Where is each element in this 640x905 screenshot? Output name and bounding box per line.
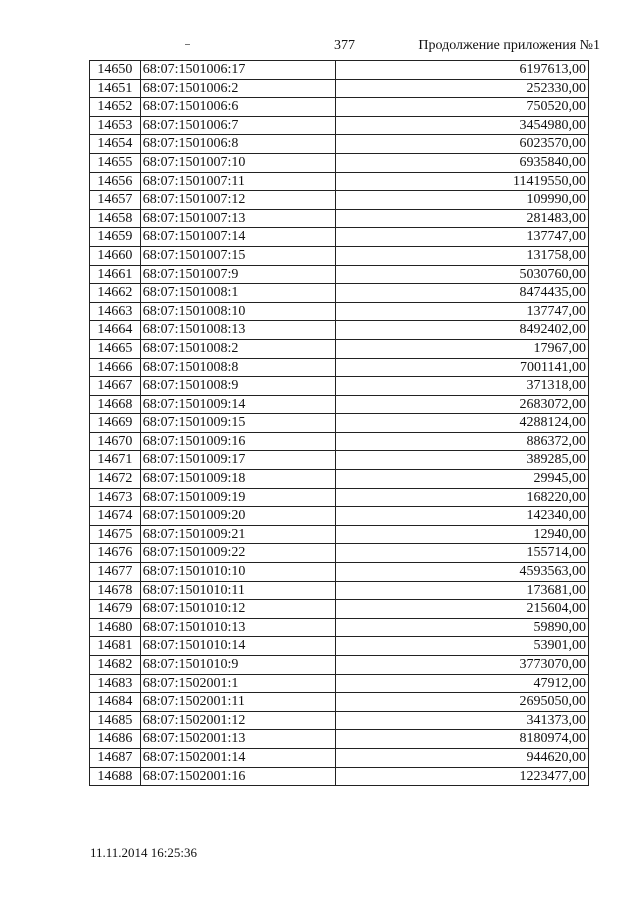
cadastral-number: 68:07:1502001:16	[140, 767, 336, 786]
row-number: 14662	[90, 284, 141, 303]
cadastral-value: 109990,00	[336, 191, 589, 210]
row-number: 14650	[90, 61, 141, 80]
table-row	[90, 265, 589, 284]
table-row	[90, 116, 589, 135]
table-row	[90, 711, 589, 730]
cadastral-value: 8492402,00	[336, 321, 589, 340]
row-number: 14657	[90, 191, 141, 210]
row-number: 14654	[90, 135, 141, 154]
cadastral-number: 68:07:1501009:20	[140, 507, 336, 526]
cadastral-value: 142340,00	[336, 507, 589, 526]
row-number: 14663	[90, 302, 141, 321]
cadastral-number: 68:07:1501009:19	[140, 488, 336, 507]
cadastral-number: 68:07:1501008:1	[140, 284, 336, 303]
cadastral-value: 131758,00	[336, 246, 589, 265]
cadastral-number: 68:07:1501006:17	[140, 61, 336, 80]
table-row	[90, 135, 589, 154]
cadastral-value: 4288124,00	[336, 414, 589, 433]
row-number: 14668	[90, 395, 141, 414]
row-number: 14672	[90, 470, 141, 489]
cadastral-number: 68:07:1501006:7	[140, 116, 336, 135]
row-number: 14679	[90, 600, 141, 619]
cadastral-value: 137747,00	[336, 228, 589, 247]
cadastral-value-table	[89, 60, 589, 786]
row-number: 14688	[90, 767, 141, 786]
cadastral-number: 68:07:1501009:18	[140, 470, 336, 489]
cadastral-value: 4593563,00	[336, 563, 589, 582]
cadastral-value: 389285,00	[336, 451, 589, 470]
table-row	[90, 61, 589, 80]
cadastral-value: 168220,00	[336, 488, 589, 507]
cadastral-value: 252330,00	[336, 79, 589, 98]
table-row	[90, 209, 589, 228]
row-number: 14667	[90, 377, 141, 396]
row-number: 14687	[90, 748, 141, 767]
cadastral-number: 68:07:1501007:14	[140, 228, 336, 247]
cadastral-value: 6935840,00	[336, 153, 589, 172]
table-row	[90, 674, 589, 693]
cadastral-number: 68:07:1501007:9	[140, 265, 336, 284]
cadastral-value: 137747,00	[336, 302, 589, 321]
table-row	[90, 172, 589, 191]
table-row	[90, 507, 589, 526]
cadastral-value: 6023570,00	[336, 135, 589, 154]
row-number: 14665	[90, 339, 141, 358]
table-row	[90, 191, 589, 210]
table-row	[90, 228, 589, 247]
cadastral-number: 68:07:1501006:8	[140, 135, 336, 154]
cadastral-number: 68:07:1501006:6	[140, 98, 336, 117]
cadastral-value: 8474435,00	[336, 284, 589, 303]
cadastral-number: 68:07:1501009:22	[140, 544, 336, 563]
table-body	[90, 61, 589, 786]
row-number: 14674	[90, 507, 141, 526]
cadastral-number: 68:07:1501010:10	[140, 563, 336, 582]
cadastral-value: 173681,00	[336, 581, 589, 600]
cadastral-number: 68:07:1501008:2	[140, 339, 336, 358]
cadastral-number: 68:07:1502001:12	[140, 711, 336, 730]
cadastral-number: 68:07:1501007:11	[140, 172, 336, 191]
table-row	[90, 246, 589, 265]
cadastral-value: 371318,00	[336, 377, 589, 396]
cadastral-number: 68:07:1501007:13	[140, 209, 336, 228]
cadastral-value: 2695050,00	[336, 693, 589, 712]
cadastral-value: 215604,00	[336, 600, 589, 619]
row-number: 14659	[90, 228, 141, 247]
row-number: 14680	[90, 618, 141, 637]
row-number: 14684	[90, 693, 141, 712]
cadastral-value: 3454980,00	[336, 116, 589, 135]
cadastral-value: 8180974,00	[336, 730, 589, 749]
table-row	[90, 488, 589, 507]
cadastral-number: 68:07:1501007:12	[140, 191, 336, 210]
cadastral-number: 68:07:1502001:14	[140, 748, 336, 767]
row-number: 14670	[90, 432, 141, 451]
cadastral-number: 68:07:1501010:13	[140, 618, 336, 637]
cadastral-value: 281483,00	[336, 209, 589, 228]
cadastral-value: 750520,00	[336, 98, 589, 117]
cadastral-value: 2683072,00	[336, 395, 589, 414]
row-number: 14661	[90, 265, 141, 284]
cadastral-value: 155714,00	[336, 544, 589, 563]
table-row	[90, 79, 589, 98]
cadastral-number: 68:07:1501008:13	[140, 321, 336, 340]
row-number: 14686	[90, 730, 141, 749]
row-number: 14682	[90, 656, 141, 675]
cadastral-value: 341373,00	[336, 711, 589, 730]
row-number: 14664	[90, 321, 141, 340]
table-row	[90, 470, 589, 489]
print-timestamp: 11.11.2014 16:25:36	[90, 845, 198, 860]
table-row	[90, 767, 589, 786]
row-number: 14660	[90, 246, 141, 265]
table-row	[90, 544, 589, 563]
cadastral-number: 68:07:1501010:12	[140, 600, 336, 619]
table-row	[90, 414, 589, 433]
cadastral-number: 68:07:1501009:14	[140, 395, 336, 414]
row-number: 14653	[90, 116, 141, 135]
cadastral-number: 68:07:1501007:10	[140, 153, 336, 172]
cadastral-value: 11419550,00	[336, 172, 589, 191]
cadastral-number: 68:07:1501007:15	[140, 246, 336, 265]
cadastral-value: 6197613,00	[336, 61, 589, 80]
cadastral-value: 3773070,00	[336, 656, 589, 675]
table-row	[90, 302, 589, 321]
table-row	[90, 432, 589, 451]
cadastral-value: 7001141,00	[336, 358, 589, 377]
continuation-label: Продолжение приложения №1	[418, 38, 600, 53]
row-number: 14678	[90, 581, 141, 600]
table-row	[90, 339, 589, 358]
cadastral-number: 68:07:1501009:16	[140, 432, 336, 451]
row-number: 14681	[90, 637, 141, 656]
row-number: 14666	[90, 358, 141, 377]
row-number: 14685	[90, 711, 141, 730]
row-number: 14675	[90, 525, 141, 544]
row-number: 14658	[90, 209, 141, 228]
table-row	[90, 581, 589, 600]
cadastral-number: 68:07:1502001:1	[140, 674, 336, 693]
cadastral-value: 12940,00	[336, 525, 589, 544]
table-row	[90, 377, 589, 396]
cadastral-number: 68:07:1501010:9	[140, 656, 336, 675]
row-number: 14651	[90, 79, 141, 98]
row-number: 14683	[90, 674, 141, 693]
row-number: 14652	[90, 98, 141, 117]
cadastral-number: 68:07:1502001:11	[140, 693, 336, 712]
page-number: 377	[334, 38, 355, 53]
cadastral-number: 68:07:1501009:17	[140, 451, 336, 470]
cadastral-number: 68:07:1501008:10	[140, 302, 336, 321]
table-row	[90, 284, 589, 303]
cadastral-value: 53901,00	[336, 637, 589, 656]
row-number: 14655	[90, 153, 141, 172]
table-row	[90, 358, 589, 377]
cadastral-value: 944620,00	[336, 748, 589, 767]
table-row	[90, 563, 589, 582]
cadastral-number: 68:07:1501009:15	[140, 414, 336, 433]
cadastral-number: 68:07:1501006:2	[140, 79, 336, 98]
table-row	[90, 748, 589, 767]
row-number: 14677	[90, 563, 141, 582]
table-row	[90, 693, 589, 712]
cadastral-value: 47912,00	[336, 674, 589, 693]
table-row	[90, 98, 589, 117]
cadastral-value: 59890,00	[336, 618, 589, 637]
row-number: 14656	[90, 172, 141, 191]
cadastral-number: 68:07:1501009:21	[140, 525, 336, 544]
table-row	[90, 730, 589, 749]
table-row	[90, 451, 589, 470]
row-number: 14671	[90, 451, 141, 470]
table-row	[90, 656, 589, 675]
cadastral-number: 68:07:1501008:8	[140, 358, 336, 377]
row-number: 14669	[90, 414, 141, 433]
table-row	[90, 525, 589, 544]
row-number: 14673	[90, 488, 141, 507]
cadastral-number: 68:07:1502001:13	[140, 730, 336, 749]
cadastral-value: 1223477,00	[336, 767, 589, 786]
table-row	[90, 321, 589, 340]
table-row	[90, 618, 589, 637]
cadastral-value: 5030760,00	[336, 265, 589, 284]
cadastral-number: 68:07:1501008:9	[140, 377, 336, 396]
cadastral-number: 68:07:1501010:11	[140, 581, 336, 600]
row-number: 14676	[90, 544, 141, 563]
cadastral-number: 68:07:1501010:14	[140, 637, 336, 656]
cadastral-value: 29945,00	[336, 470, 589, 489]
table-row	[90, 637, 589, 656]
table-row	[90, 395, 589, 414]
cadastral-value: 17967,00	[336, 339, 589, 358]
table-row	[90, 153, 589, 172]
table-row	[90, 600, 589, 619]
cadastral-value: 886372,00	[336, 432, 589, 451]
